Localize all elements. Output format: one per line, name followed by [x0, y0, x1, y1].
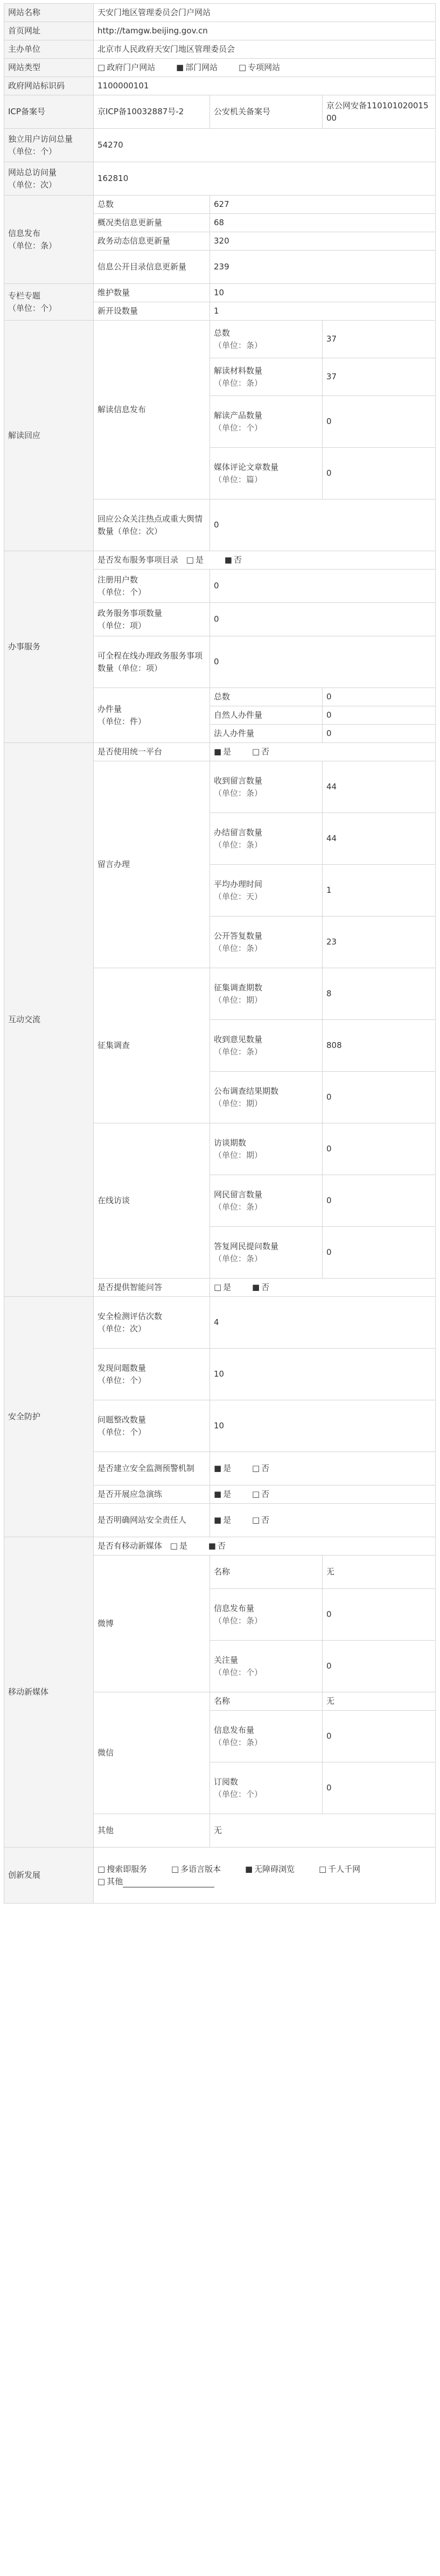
- unified-platform-label: 是否使用统一平台: [94, 743, 210, 761]
- option-personalized: □ 千人千网: [319, 1864, 360, 1874]
- msg-public-reply-value: 23: [323, 916, 436, 968]
- interp-products-label: 解读产品数量 （单位：个）: [210, 396, 323, 448]
- icp-value: 京ICP备10032887号-2: [94, 95, 210, 129]
- publish-guide-row: 是否发布服务事项目录 □ 是 ■ 否: [94, 551, 436, 570]
- wechat-subscribers-label: 订阅数 （单位：个）: [210, 1762, 323, 1814]
- registered-users-value: 0: [210, 570, 436, 603]
- checkbox-icon: □: [97, 63, 106, 73]
- checkbox-icon: □: [170, 1541, 178, 1551]
- option-yes: ■ 是: [214, 1488, 231, 1501]
- columns-maintained-value: 10: [210, 284, 436, 302]
- security-label: 安全防护: [4, 1297, 94, 1537]
- interview-replies-value: 0: [323, 1227, 436, 1279]
- checkbox-icon: □: [171, 1864, 179, 1874]
- wechat-posts-value: 0: [323, 1711, 436, 1762]
- interp-media-label: 媒体评论文章数量 （单位：篇）: [210, 448, 323, 499]
- columns-maintained-label: 维护数量: [94, 284, 210, 302]
- option-accessible: ■ 无障碍浏览: [245, 1864, 295, 1874]
- interp-total-label: 总数 （单位：条）: [210, 321, 323, 358]
- handled-total-value: 0: [323, 688, 436, 706]
- other-media-value: 无: [210, 1814, 436, 1848]
- assessments-value: 4: [210, 1297, 436, 1349]
- interview-replies-label: 答复网民提问数量 （单位：条）: [210, 1227, 323, 1279]
- wechat-subscribers-value: 0: [323, 1762, 436, 1814]
- option-no: □ 否: [252, 1462, 269, 1475]
- wechat-name-value: 无: [323, 1692, 436, 1711]
- interview-label: 在线访谈: [94, 1123, 210, 1279]
- checkbox-icon: □: [252, 1515, 260, 1525]
- survey-opinions-label: 收到意见数量 （单位：条）: [210, 1020, 323, 1072]
- site-code-label: 政府网站标识码: [4, 77, 94, 95]
- weibo-name-label: 名称: [210, 1556, 323, 1589]
- msg-public-reply-label: 公开答复数量 （单位：条）: [210, 916, 323, 968]
- issues-found-value: 10: [210, 1349, 436, 1400]
- option-no: □ 否: [252, 1514, 269, 1526]
- msg-done-value: 44: [323, 813, 436, 865]
- wechat-posts-label: 信息发布量 （单位：条）: [210, 1711, 323, 1762]
- option-yes: □ 是: [214, 1281, 231, 1294]
- option-yes: □ 是: [186, 555, 204, 565]
- weibo-posts-value: 0: [323, 1589, 436, 1641]
- assessments-label: 安全检测评估次数 （单位：次）: [94, 1297, 210, 1349]
- info-overview-label: 概况类信息更新量: [94, 214, 210, 232]
- checkbox-icon: ■: [214, 1515, 222, 1525]
- page-views-value: 162810: [94, 162, 436, 196]
- info-catalog-label: 信息公开目录信息更新量: [94, 251, 210, 284]
- home-url-value: http://tamgw.beijing.gov.cn: [94, 22, 436, 40]
- site-type-options: [94, 59, 436, 77]
- issues-found-label: 发现问题数量 （单位：个）: [94, 1349, 210, 1400]
- option-no: ■ 否: [225, 555, 242, 565]
- checkbox-icon: □: [252, 1463, 260, 1474]
- info-news-value: 320: [210, 232, 436, 251]
- innovation-options: [94, 1848, 436, 1904]
- columns-new-value: 1: [210, 302, 436, 321]
- wechat-label: 微信: [94, 1692, 210, 1814]
- info-news-label: 政务动态信息更新量: [94, 232, 210, 251]
- option-gov-portal: □ 政府门户网站: [97, 61, 155, 74]
- host-org-label: 主办单位: [4, 40, 94, 59]
- checkbox-icon: □: [214, 1282, 222, 1293]
- issues-fixed-label: 问题整改数量 （单位：个）: [94, 1400, 210, 1452]
- option-yes: ■ 是: [214, 746, 231, 758]
- mobile-label: 移动新媒体: [4, 1537, 94, 1848]
- responsible-label: 是否明确网站安全责任人: [94, 1504, 210, 1537]
- checkbox-icon: ■: [214, 747, 222, 757]
- drills-label: 是否开展应急演练: [94, 1485, 210, 1504]
- interview-messages-label: 网民留言数量 （单位：条）: [210, 1175, 323, 1227]
- info-overview-value: 68: [210, 214, 436, 232]
- police-record-value: 京公网安备11010102001500: [323, 95, 436, 129]
- service-items-value: 0: [210, 603, 436, 636]
- hotspot-response-value: 0: [210, 499, 436, 551]
- messages-label: 留言办理: [94, 761, 210, 968]
- option-other: □ 其他: [97, 1877, 214, 1886]
- home-url-label: 首页网址: [4, 22, 94, 40]
- unified-platform-options: [210, 743, 436, 761]
- columns-new-label: 新开设数量: [94, 302, 210, 321]
- info-publish-label: 信息发布 （单位：条）: [4, 196, 94, 284]
- checkbox-icon: ■: [208, 1541, 216, 1551]
- checkbox-icon: □: [97, 1864, 106, 1874]
- handled-person-value: 0: [323, 706, 436, 725]
- online-items-label: 可全程在线办理政务服务事项数量（单位：项）: [94, 636, 210, 688]
- survey-periods-label: 征集调查期数 （单位：期）: [210, 968, 323, 1020]
- interpretation-publish-label: 解读信息发布: [94, 321, 210, 499]
- option-yes: ■ 是: [214, 1462, 231, 1475]
- monitoring-label: 是否建立安全监测预警机制: [94, 1452, 210, 1485]
- site-type-label: 网站类型: [4, 59, 94, 77]
- msg-received-label: 收到留言数量 （单位：条）: [210, 761, 323, 813]
- survey-label: 征集调查: [94, 968, 210, 1123]
- responsible-options: [210, 1504, 436, 1537]
- checkbox-icon: □: [252, 747, 260, 757]
- weibo-followers-value: 0: [323, 1641, 436, 1692]
- issues-fixed-value: 10: [210, 1400, 436, 1452]
- interview-periods-label: 访谈期数 （单位：期）: [210, 1123, 323, 1175]
- survey-opinions-value: 808: [323, 1020, 436, 1072]
- interp-media-value: 0: [323, 448, 436, 499]
- handled-legal-label: 法人办件量: [210, 725, 323, 743]
- info-catalog-value: 239: [210, 251, 436, 284]
- msg-received-value: 44: [323, 761, 436, 813]
- msg-avg-time-label: 平均办理时间 （单位：天）: [210, 865, 323, 916]
- icp-label: ICP备案号: [4, 95, 94, 129]
- option-no: □ 否: [252, 1488, 269, 1501]
- online-items-value: 0: [210, 636, 436, 688]
- checkbox-icon: □: [318, 1864, 327, 1874]
- checkbox-icon: ■: [176, 63, 184, 73]
- interp-materials-value: 37: [323, 358, 436, 396]
- option-multilingual: □ 多语言版本: [171, 1864, 221, 1874]
- interp-products-value: 0: [323, 396, 436, 448]
- other-media-label: 其他: [94, 1814, 210, 1848]
- checkbox-icon: ■: [245, 1864, 253, 1874]
- checkbox-icon: ■: [224, 555, 232, 565]
- hotspot-response-label: 回应公众关注热点或重大舆情数量（单位：次）: [94, 499, 210, 551]
- checkbox-icon: □: [97, 1876, 106, 1886]
- msg-done-label: 办结留言数量 （单位：条）: [210, 813, 323, 865]
- columns-label: 专栏专题 （单位：个）: [4, 284, 94, 321]
- smart-qa-label: 是否提供智能问答: [94, 1279, 210, 1297]
- registered-users-label: 注册用户数 （单位：个）: [94, 570, 210, 603]
- drills-options: [210, 1485, 436, 1504]
- site-name-label: 网站名称: [4, 4, 94, 22]
- weibo-followers-label: 关注量 （单位：个）: [210, 1641, 323, 1692]
- option-department: ■ 部门网站: [176, 61, 218, 74]
- survey-results-label: 公布调查结果期数 （单位：期）: [210, 1072, 323, 1123]
- interview-messages-value: 0: [323, 1175, 436, 1227]
- handled-legal-value: 0: [323, 725, 436, 743]
- option-no: ■ 否: [252, 1281, 269, 1294]
- services-label: 办事服务: [4, 551, 94, 743]
- page-views-label: 网站总访问量 （单位：次）: [4, 162, 94, 196]
- annual-report-table: [4, 3, 436, 1904]
- checkbox-icon: ■: [252, 1282, 260, 1293]
- info-total-value: 627: [210, 196, 436, 214]
- site-code-value: 1100000101: [94, 77, 436, 95]
- host-org-value: 北京市人民政府天安门地区管理委员会: [94, 40, 436, 59]
- checkbox-icon: □: [252, 1489, 260, 1499]
- innovation-label: 创新发展: [4, 1848, 94, 1904]
- unique-visitors-value: 54270: [94, 129, 436, 162]
- option-special: □ 专项网站: [239, 61, 280, 74]
- has-mobile-row: 是否有移动新媒体 □ 是 ■ 否: [94, 1537, 436, 1556]
- option-search-service: □ 搜索即服务: [97, 1864, 147, 1874]
- option-no: □ 否: [252, 746, 269, 758]
- interp-materials-label: 解读材料数量 （单位：条）: [210, 358, 323, 396]
- site-name-value: 天安门地区管理委员会门户网站: [94, 4, 436, 22]
- checkbox-icon: ■: [214, 1489, 222, 1499]
- handled-label: 办件量 （单位：件）: [94, 688, 210, 743]
- unique-visitors-label: 独立用户访问总量 （单位：个）: [4, 129, 94, 162]
- police-record-label: 公安机关备案号: [210, 95, 323, 129]
- option-yes: ■ 是: [214, 1514, 231, 1526]
- service-items-label: 政务服务事项数量 （单位：项）: [94, 603, 210, 636]
- survey-results-value: 0: [323, 1072, 436, 1123]
- option-no: ■ 否: [208, 1541, 226, 1551]
- smart-qa-options: [210, 1279, 436, 1297]
- msg-avg-time-value: 1: [323, 865, 436, 916]
- monitoring-options: [210, 1452, 436, 1485]
- checkbox-icon: □: [186, 555, 194, 565]
- weibo-name-value: 无: [323, 1556, 436, 1589]
- checkbox-icon: □: [238, 63, 247, 73]
- survey-periods-value: 8: [323, 968, 436, 1020]
- wechat-name-label: 名称: [210, 1692, 323, 1711]
- interaction-label: 互动交流: [4, 743, 94, 1297]
- interview-periods-value: 0: [323, 1123, 436, 1175]
- handled-person-label: 自然人办件量: [210, 706, 323, 725]
- interpretation-label: 解读回应: [4, 321, 94, 551]
- other-blank-line: [123, 1878, 214, 1887]
- interp-total-value: 37: [323, 321, 436, 358]
- weibo-label: 微博: [94, 1556, 210, 1692]
- option-yes: □ 是: [170, 1541, 187, 1551]
- info-total-label: 总数: [94, 196, 210, 214]
- weibo-posts-label: 信息发布量 （单位：条）: [210, 1589, 323, 1641]
- checkbox-icon: ■: [214, 1463, 222, 1474]
- handled-total-label: 总数: [210, 688, 323, 706]
